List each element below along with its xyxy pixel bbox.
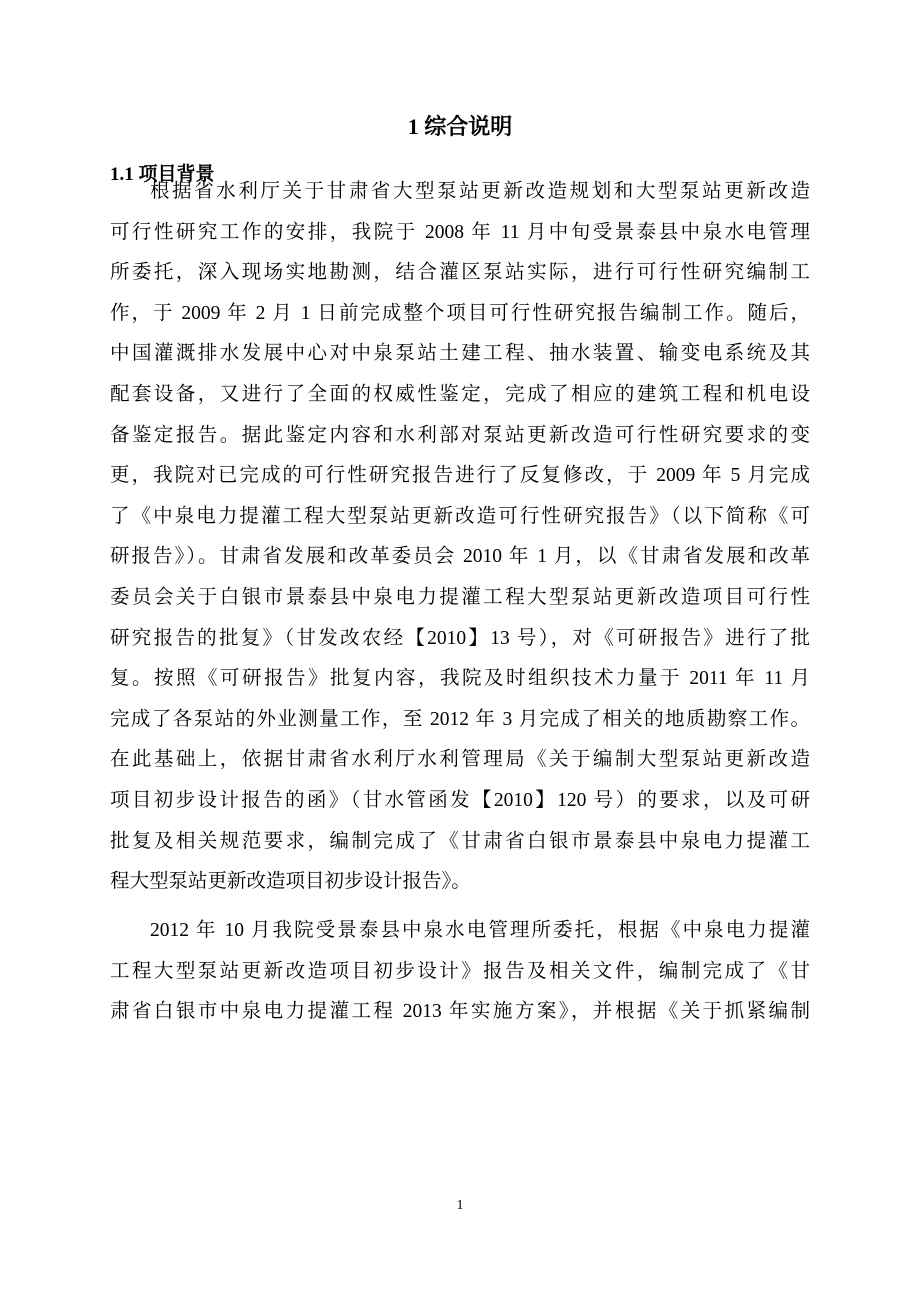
- paragraph-line: 备鉴定报告。据此鉴定内容和水利部对泵站更新改造可行性研究要求的变: [110, 424, 810, 446]
- paragraph-line: 根据省水利厅关于甘肃省大型泵站更新改造规划和大型泵站更新改造: [150, 181, 810, 202]
- paragraph-line: 2012 年 10 月我院受景泰县中泉水电管理所委托，根据《中泉电力提灌: [150, 920, 810, 941]
- paragraph-line: 了《中泉电力提灌工程大型泵站更新改造可行性研究报告》（以下简称《可: [110, 505, 810, 527]
- paragraph-line: 配套设备，又进行了全面的权威性鉴定，完成了相应的建筑工程和机电设: [110, 384, 810, 405]
- section-heading: 1.1 项目背景: [110, 164, 215, 185]
- paragraph-line: 研报告》）。甘肃省发展和改革委员会 2010 年 1 月，以《甘肃省发展和改革: [110, 546, 810, 568]
- paragraph-line: 工程大型泵站更新改造项目初步设计》报告及相关文件，编制完成了《甘: [110, 960, 810, 982]
- paragraph-line: 批复及相关规范要求，编制完成了《甘肃省白银市景泰县中泉电力提灌工: [110, 830, 810, 852]
- paragraph-line: 程大型泵站更新改造项目初步设计报告》。: [110, 871, 471, 893]
- paragraph-line: 更，我院对已完成的可行性研究报告进行了反复修改，于 2009 年 5 月完成: [110, 465, 810, 487]
- paragraph-line: 项目初步设计报告的函》（甘水管函发【2010】120 号）的要求，以及可研: [110, 790, 810, 811]
- paragraph-line: 完成了各泵站的外业测量工作，至 2012 年 3 月完成了相关的地质勘察工作。: [110, 708, 810, 730]
- paragraph-line: 复。按照《可研报告》批复内容，我院及时组织技术力量于 2011 年 11 月: [110, 668, 810, 690]
- paragraph-line: 中国灌溉排水发展中心对中泉泵站土建工程、抽水装置、输变电系统及其: [110, 343, 810, 365]
- page-number: 1: [456, 1198, 464, 1213]
- paragraph-line: 研究报告的批复》（甘发改农经【2010】13 号），对《可研报告》进行了批: [110, 627, 810, 649]
- paragraph-line: 肃省白银市中泉电力提灌工程 2013 年实施方案》，并根据《关于抓紧编制: [110, 1001, 810, 1023]
- paragraph-line: 可行性研究工作的安排，我院于 2008 年 11 月中旬受景泰县中泉水电管理: [110, 221, 810, 243]
- paragraph-line: 委员会关于白银市景泰县中泉电力提灌工程大型泵站更新改造项目可行性: [110, 587, 810, 608]
- paragraph-line: 作，于 2009 年 2 月 1 日前完成整个项目可行性研究报告编制工作。随后，: [110, 302, 810, 324]
- paragraph-line: 在此基础上，依据甘肃省水利厅水利管理局《关于编制大型泵站更新改造: [110, 749, 810, 771]
- chapter-title: 1 综合说明: [407, 114, 513, 139]
- paragraph-line: 所委托，深入现场实地勘测，结合灌区泵站实际，进行可行性研究编制工: [110, 262, 810, 284]
